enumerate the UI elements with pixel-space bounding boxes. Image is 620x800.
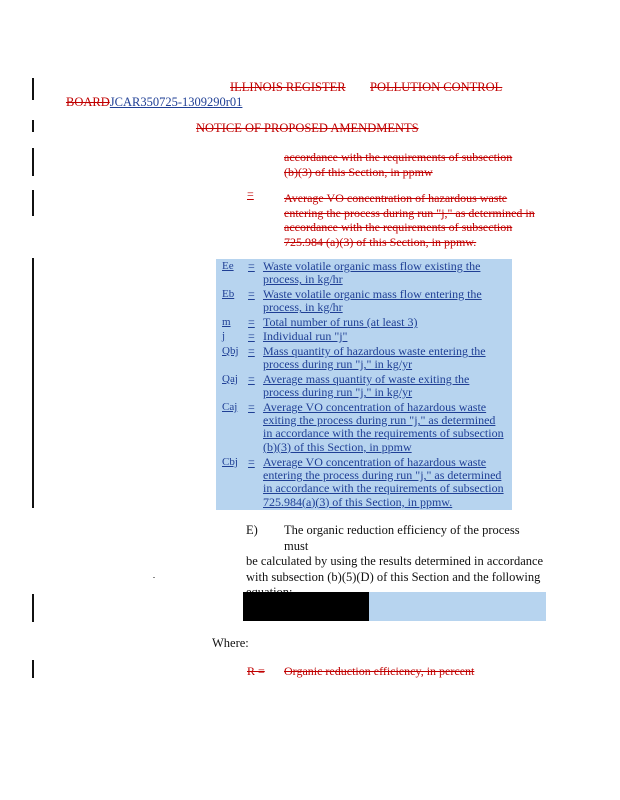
definition-symbol: Caj — [222, 401, 238, 413]
equation-redacted — [243, 592, 369, 621]
definition-text: Average VO concentration of hazardous waste exiting the process during run "j," as determined in accordance with the requirements of subsection (b)(3) of this Section, in ppmw — [263, 400, 504, 454]
paragraph-line: be calculated by using the results determined in accordance — [246, 554, 544, 568]
definition-text: Waste volatile organic mass flow entering the process, in kg/hr — [263, 287, 482, 315]
definition-text: Mass quantity of hazardous waste entering the process during run "j," in kg/yr — [263, 344, 486, 372]
definition-equals: = — [248, 287, 255, 301]
register-title: ILLINOIS REGISTER — [230, 80, 346, 94]
definition-equals: = — [248, 315, 255, 329]
equation-image — [243, 592, 546, 621]
board-line — [66, 95, 242, 110]
struck-r-definition: Organic reduction efficiency, in percent — [284, 664, 475, 678]
definition-text: Individual run "j" — [263, 329, 348, 343]
definition-equals: = — [248, 329, 255, 343]
definition-symbol: Qbj — [222, 345, 239, 357]
definition-equals: = — [248, 259, 255, 273]
definition-equals: = — [248, 372, 255, 386]
definition-symbol: Cbj — [222, 456, 238, 468]
change-bar — [32, 594, 34, 622]
docket-number: JCAR350725-1309290r01 — [109, 95, 243, 109]
definition-symbol: Eb — [222, 288, 235, 300]
definition-symbol: Qaj — [222, 373, 238, 385]
struck-eq-sign: = — [247, 187, 254, 201]
definition-symbol: m — [222, 316, 231, 328]
paragraph-line: with subsection (b)(5)(D) of this Section and the following — [246, 569, 541, 584]
paragraph-line: The organic reduction efficiency of the process must — [284, 523, 520, 553]
change-bar — [32, 148, 34, 176]
struck-average-definition: Average VO concentration of hazardous waste entering the process during run "j," as determined in accordance with the requirements of subsection 725.984 (a)(3) of this Section, in ppmw. — [284, 191, 535, 249]
notice-title: NOTICE OF PROPOSED AMENDMENTS — [196, 121, 419, 135]
agency-title: POLLUTION CONTROL — [370, 80, 503, 94]
struck-r-symbol: R = — [247, 664, 265, 678]
definitions-box — [216, 259, 512, 510]
change-bar — [32, 78, 34, 100]
definition-equals: = — [248, 455, 255, 469]
paragraph-e — [246, 523, 546, 601]
definition-text: Average VO concentration of hazardous waste entering the process during run "j," as determined in accordance with the requirements of subsection 725.984(a)(3) of this Section, in ppmw. — [263, 455, 504, 509]
paragraph-label: E) — [246, 523, 258, 537]
definition-equals: = — [248, 344, 255, 358]
change-bar — [32, 258, 34, 508]
definition-symbol: j — [222, 330, 226, 342]
definition-text: Average mass quantity of waste exiting the process during run "j," in kg/yr — [263, 372, 470, 400]
where-label: Where: — [212, 636, 249, 650]
definition-symbol: Ee — [222, 260, 234, 272]
definition-text: Total number of runs (at least 3) — [263, 315, 418, 329]
scan-mark — [153, 577, 155, 578]
change-bar — [32, 190, 34, 216]
struck-continuation: accordance with the requirements of subsection (b)(3) of this Section, in ppmw — [284, 150, 513, 179]
board-title: BOARD — [66, 95, 110, 109]
change-bar — [32, 660, 34, 678]
definition-text: Waste volatile organic mass flow existing the process, in kg/hr — [263, 259, 481, 287]
definition-equals: = — [248, 400, 255, 414]
change-bar — [32, 120, 34, 132]
